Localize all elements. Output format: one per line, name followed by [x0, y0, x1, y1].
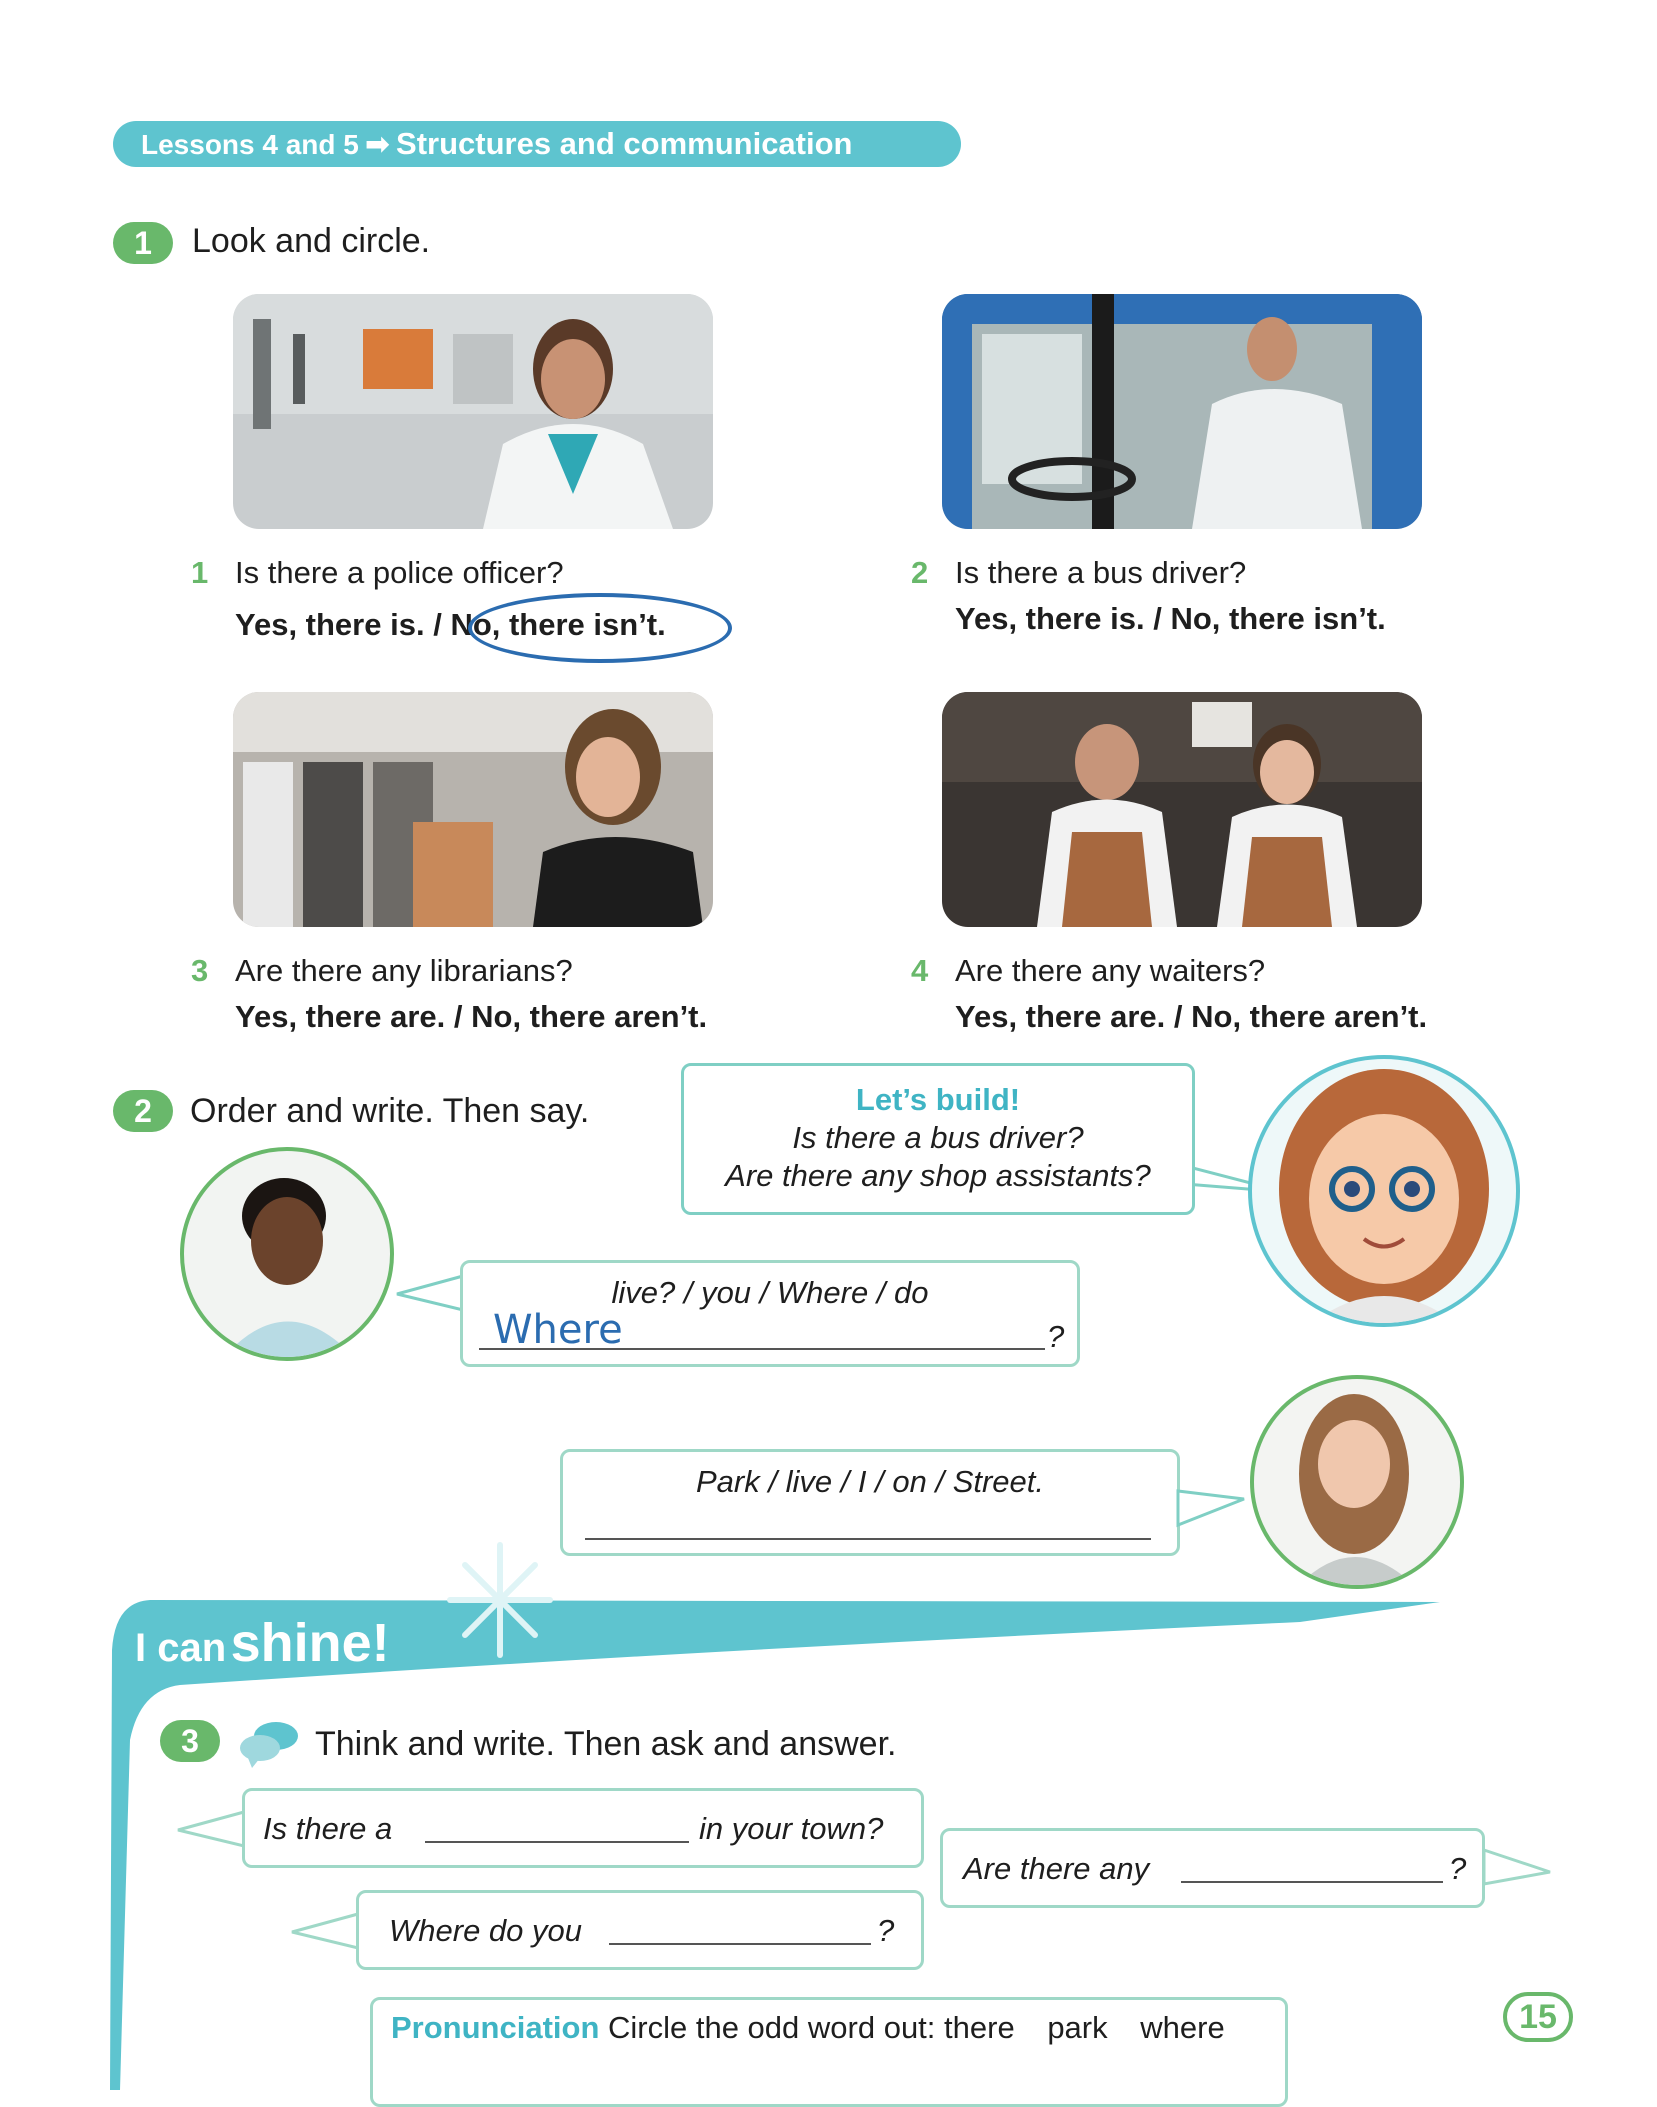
q3-bubble-tail [1482, 1846, 1552, 1896]
lets-build-line-1: Is there a bus driver? [792, 1120, 1084, 1155]
q1-start: Is there a [263, 1811, 393, 1846]
item-1-question: Is there a police officer? [235, 555, 564, 590]
lets-build-line-2: Are there any shop assistants? [725, 1158, 1151, 1193]
item-2-answer-yes[interactable]: Yes, there is. [955, 601, 1145, 636]
q2-end: ? [877, 1913, 895, 1948]
pronunciation-line [391, 2010, 1225, 2046]
item-3-sep: / [453, 999, 463, 1034]
page-number: 15 [1503, 1992, 1573, 2042]
q3-bubble [940, 1828, 1485, 1908]
q3-start: Are there any [963, 1851, 1150, 1886]
q3-end: ? [1449, 1851, 1467, 1886]
shine-title [135, 1612, 390, 1674]
speech-bubbles-icon [238, 1718, 300, 1768]
avatar-boy [180, 1147, 394, 1361]
q3-blank[interactable] [1181, 1881, 1443, 1883]
shine-title-a: I can [135, 1626, 227, 1670]
item-4-question: Are there any waiters? [955, 953, 1266, 988]
q1-blank[interactable] [425, 1841, 689, 1843]
exercise-2-number: 2 [113, 1090, 173, 1132]
q2-bubble-tail [290, 1910, 360, 1960]
item-4-sep: / [1173, 999, 1183, 1034]
item-2-answers [955, 601, 1386, 637]
bubble-2-tail [1176, 1485, 1246, 1535]
pronunciation-text: Circle the odd word out: there [608, 2010, 1015, 2045]
bubble-1-tail [395, 1270, 465, 1320]
q2-blank[interactable] [609, 1943, 871, 1945]
item-2-number: 2 [911, 555, 929, 590]
photo-doctor [233, 294, 713, 529]
lets-build-box [681, 1063, 1195, 1215]
banner-lessons: Lessons 4 and 5 [141, 129, 359, 160]
pronunciation-label: Pronunciation [391, 2010, 600, 2045]
banner-title: Structures and communication [396, 126, 853, 161]
item-3-question: Are there any librarians? [235, 953, 573, 988]
q1-bubble [242, 1788, 924, 1868]
item-4-answers [955, 999, 1427, 1035]
pronunciation-box [370, 1997, 1288, 2107]
q2-bubble [356, 1890, 924, 1970]
item-1-answer-no[interactable]: No, there isn’t. [450, 607, 666, 642]
q1-bubble-tail [176, 1808, 246, 1858]
exercise-1-number: 1 [113, 222, 173, 264]
bubble-1 [460, 1260, 1080, 1367]
item-3-answer-no[interactable]: No, there aren’t. [471, 999, 708, 1034]
photo-shop-assistant [233, 692, 713, 927]
answer-circle-mark [468, 593, 732, 663]
q2-start: Where do you [389, 1913, 582, 1948]
lets-build-heading: Let’s build! [855, 1082, 1021, 1117]
item-3-answers [235, 999, 707, 1035]
item-2-answer-no[interactable]: No, there isn’t. [1170, 601, 1386, 636]
item-3-answer-yes[interactable]: Yes, there are. [235, 999, 446, 1034]
arrow-right-icon: ➡ [364, 128, 391, 161]
item-1-sep: / [433, 607, 442, 642]
exercise-3-number: 3 [160, 1720, 220, 1762]
pronunciation-word-park[interactable]: park [1047, 2010, 1108, 2045]
exercise-2-title: Order and write. Then say. [190, 1092, 590, 1130]
exercise-1-title: Look and circle. [192, 222, 431, 260]
item-4-number: 4 [911, 953, 929, 988]
bubble-2-prompt: Park / live / I / on / Street. [695, 1464, 1045, 1499]
item-3-number: 3 [191, 953, 209, 988]
lesson-banner [113, 121, 961, 167]
pronunciation-word-where[interactable]: where [1140, 2010, 1225, 2045]
q1-end: in your town? [699, 1811, 884, 1846]
shine-title-b: shine! [230, 1613, 390, 1673]
item-2-question: Is there a bus driver? [955, 555, 1247, 590]
photo-bus-driver [942, 294, 1422, 529]
item-1-number: 1 [191, 555, 209, 590]
bubble-1-written-answer: Where [493, 1307, 623, 1353]
bubble-1-end: ? [1047, 1319, 1065, 1354]
photo-waiters [942, 692, 1422, 927]
avatar-girl-glasses [1248, 1055, 1520, 1327]
item-2-sep: / [1153, 601, 1162, 636]
item-4-answer-yes[interactable]: Yes, there are. [955, 999, 1166, 1034]
exercise-3-title: Think and write. Then ask and answer. [315, 1725, 897, 1763]
item-1-answer-yes[interactable]: Yes, there is. [235, 607, 425, 642]
bubble-1-prompt: live? / you / Where / do [611, 1275, 929, 1310]
item-4-answer-no[interactable]: No, there aren’t. [1191, 999, 1428, 1034]
